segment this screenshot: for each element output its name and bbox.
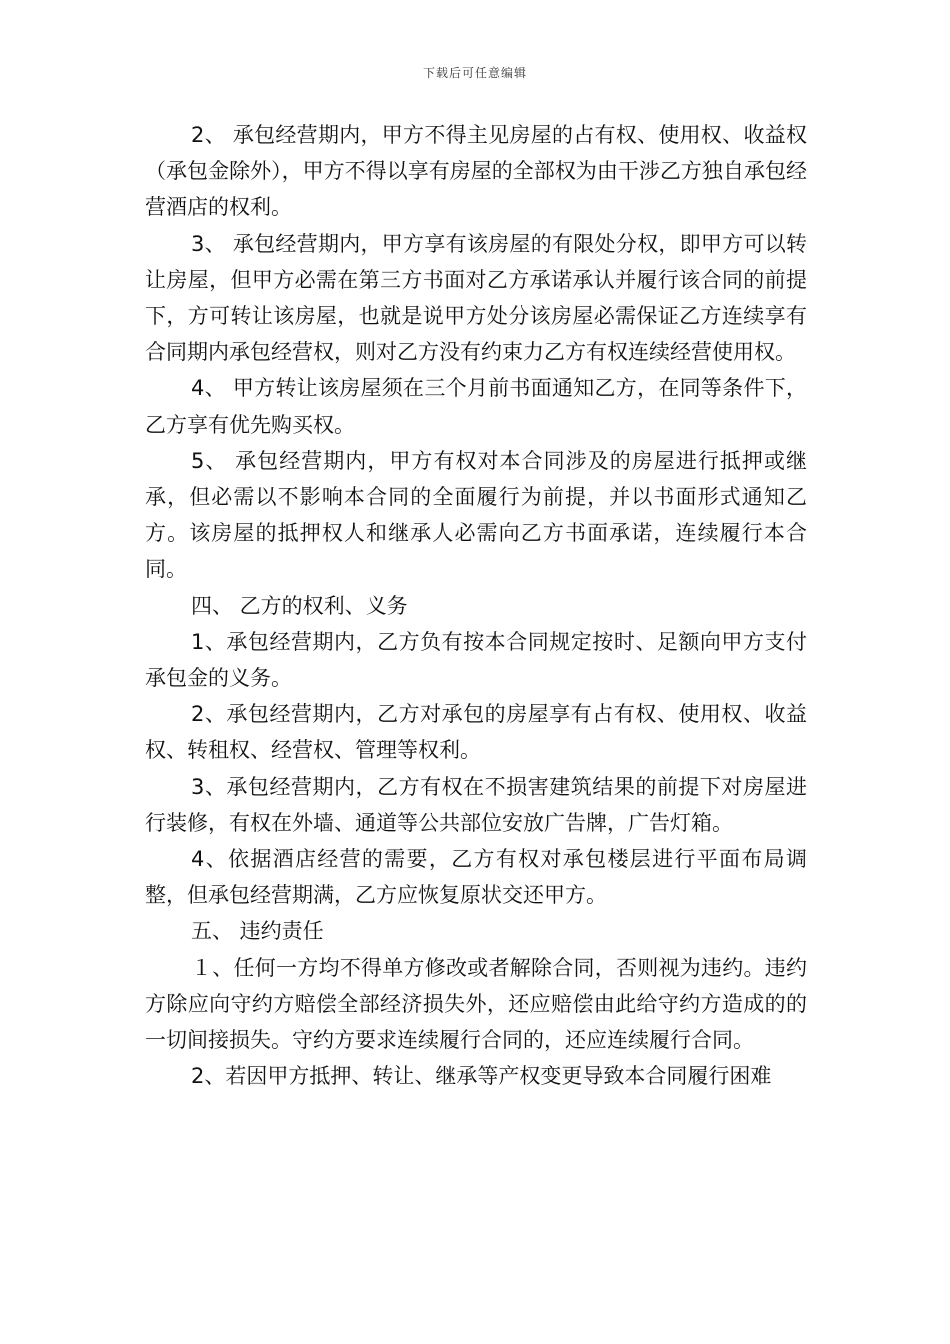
paragraph-clause-5: 5、 承包经营期内，甲方有权对本合同涉及的房屋进行抵押或继承，但必需以不影响本合同的全面履行为前提，并以书面形式通知乙方。该房屋的抵押权人和继承人必需向乙方书面承诺，连续履行本合同。	[145, 448, 807, 582]
paragraph-party-b-1: 1、承包经营期内，乙方负有按本合同规定按时、足额向甲方支付承包金的义务。	[145, 629, 807, 691]
document-body	[145, 117, 807, 1094]
paragraph-clause-4: 4、 甲方转让该房屋须在三个月前书面通知乙方，在同等条件下，乙方享有优先购买权。	[145, 376, 807, 437]
header-note: 下载后可任意编辑	[422, 66, 527, 80]
section-heading-party-b-rights: 四、 乙方的权利、义务	[191, 593, 408, 618]
section-heading-breach-liability: 五、 违约责任	[191, 919, 324, 944]
paragraph-party-b-4: 4、依据酒店经营的需要，乙方有权对承包楼层进行平面布局调整，但承包经营期满，乙方应恢复原状交还甲方。	[145, 847, 807, 908]
paragraph-clause-3: 3、 承包经营期内，甲方享有该房屋的有限处分权，即甲方可以转让房屋，但甲方必需在第三方书面对乙方承诺承认并履行该合同的前提下，方可转让该房屋，也就是说甲方处分该房屋必需保证乙方连续享有合同期内承包经营权，则对乙方没有约束力乙方有权连续经营使用权。	[145, 231, 807, 365]
paragraph-breach-1: １、任何一方均不得单方修改或者解除合同，否则视为违约。违约方除应向守约方赔偿全部经济损失外，还应赔偿由此给守约方造成的的一切间接损失。守约方要求连续履行合同的，还应连续履行合同。	[145, 955, 807, 1053]
paragraph-clause-2: 2、 承包经营期内，甲方不得主见房屋的占有权、使用权、收益权（承包金除外），甲方不得以享有房屋的全部权为由干涉乙方独自承包经营酒店的权利。	[145, 123, 807, 220]
paragraph-party-b-3: 3、承包经营期内，乙方有权在不损害建筑结果的前提下对房屋进行装修，有权在外墙、通道等公共部位安放广告牌，广告灯箱。	[145, 774, 807, 835]
paragraph-party-b-2: 2、承包经营期内，乙方对承包的房屋享有占有权、使用权、收益权、转租权、经营权、管理等权利。	[145, 702, 807, 763]
paragraph-breach-2: 2、若因甲方抵押、转让、继承等产权变更导致本合同履行困难	[191, 1064, 772, 1089]
